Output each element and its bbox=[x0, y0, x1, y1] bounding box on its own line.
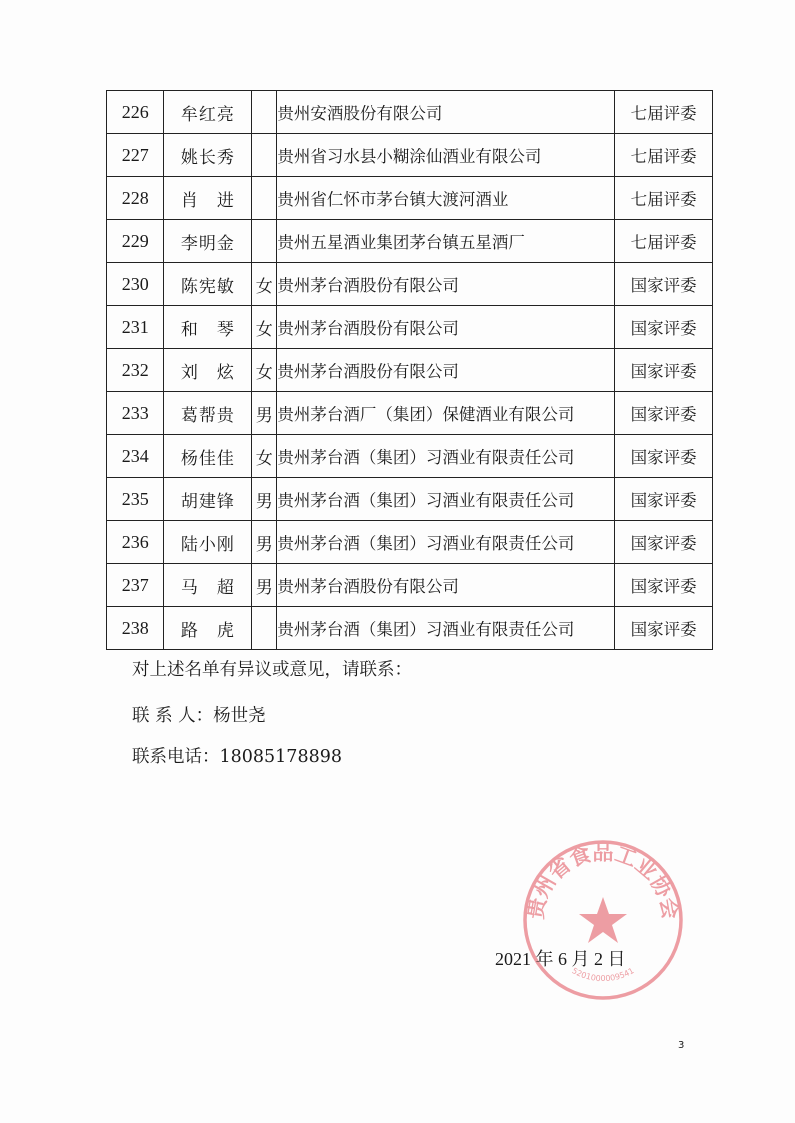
judge-title: 国家评委 bbox=[615, 306, 713, 349]
judge-title: 国家评委 bbox=[615, 607, 713, 650]
judge-title: 国家评委 bbox=[615, 263, 713, 306]
table-row bbox=[107, 91, 713, 134]
seal-text: 贵州省食品工业协会 bbox=[523, 840, 683, 921]
judge-gender bbox=[252, 607, 277, 650]
judge-gender: 女 bbox=[252, 349, 277, 392]
judge-title: 七届评委 bbox=[615, 134, 713, 177]
judge-name: 肖 进 bbox=[164, 177, 252, 220]
table-row bbox=[107, 478, 713, 521]
table-row bbox=[107, 564, 713, 607]
judge-gender bbox=[252, 220, 277, 263]
judge-title: 七届评委 bbox=[615, 177, 713, 220]
row-number: 226 bbox=[107, 91, 164, 134]
table-row bbox=[107, 220, 713, 263]
judge-gender: 男 bbox=[252, 564, 277, 607]
judges-table-body bbox=[107, 91, 713, 650]
judge-name: 杨佳佳 bbox=[164, 435, 252, 478]
row-number: 234 bbox=[107, 435, 164, 478]
judge-title: 七届评委 bbox=[615, 91, 713, 134]
judge-organization: 贵州茅台酒（集团）习酒业有限责任公司 bbox=[277, 521, 615, 564]
issue-date: 2021 年 6 月 2 日 bbox=[495, 949, 626, 969]
judge-gender: 女 bbox=[252, 263, 277, 306]
judge-name: 陆小刚 bbox=[164, 521, 252, 564]
judge-name: 马 超 bbox=[164, 564, 252, 607]
objection-notice: 对上述名单有异议或意见，请联系： bbox=[132, 660, 412, 680]
row-number: 237 bbox=[107, 564, 164, 607]
row-number: 227 bbox=[107, 134, 164, 177]
judge-organization: 贵州省习水县小糊涂仙酒业有限公司 bbox=[277, 134, 615, 177]
row-number: 238 bbox=[107, 607, 164, 650]
judge-organization: 贵州省仁怀市茅台镇大渡河酒业 bbox=[277, 177, 615, 220]
judge-title: 国家评委 bbox=[615, 435, 713, 478]
judge-organization: 贵州茅台酒股份有限公司 bbox=[277, 306, 615, 349]
judge-organization: 贵州茅台酒厂（集团）保健酒业有限公司 bbox=[277, 392, 615, 435]
judge-title: 七届评委 bbox=[615, 220, 713, 263]
table-row bbox=[107, 349, 713, 392]
table-row bbox=[107, 521, 713, 564]
table-row bbox=[107, 177, 713, 220]
judge-gender: 男 bbox=[252, 392, 277, 435]
judge-title: 国家评委 bbox=[615, 392, 713, 435]
seal-number: 5201000009541 bbox=[570, 966, 636, 984]
row-number: 235 bbox=[107, 478, 164, 521]
judge-title: 国家评委 bbox=[615, 521, 713, 564]
judge-organization: 贵州茅台酒（集团）习酒业有限责任公司 bbox=[277, 478, 615, 521]
judge-gender bbox=[252, 177, 277, 220]
row-number: 232 bbox=[107, 349, 164, 392]
judge-gender: 女 bbox=[252, 306, 277, 349]
table-row bbox=[107, 306, 713, 349]
judge-gender bbox=[252, 134, 277, 177]
judge-name: 姚长秀 bbox=[164, 134, 252, 177]
judge-name: 李明金 bbox=[164, 220, 252, 263]
judge-title: 国家评委 bbox=[615, 349, 713, 392]
row-number: 236 bbox=[107, 521, 164, 564]
table-row bbox=[107, 435, 713, 478]
row-number: 228 bbox=[107, 177, 164, 220]
judge-organization: 贵州五星酒业集团茅台镇五星酒厂 bbox=[277, 220, 615, 263]
seal-star-icon bbox=[579, 897, 627, 943]
contact-person: 联 系 人：杨世尧 bbox=[132, 706, 266, 726]
judge-gender bbox=[252, 91, 277, 134]
judge-name: 胡建锋 bbox=[164, 478, 252, 521]
table-row bbox=[107, 392, 713, 435]
judge-organization: 贵州茅台酒股份有限公司 bbox=[277, 564, 615, 607]
judge-name: 刘 炫 bbox=[164, 349, 252, 392]
row-number: 233 bbox=[107, 392, 164, 435]
judge-name: 路 虎 bbox=[164, 607, 252, 650]
table-row bbox=[107, 607, 713, 650]
judge-name: 和 琴 bbox=[164, 306, 252, 349]
page-number: 3 bbox=[678, 1040, 685, 1051]
judge-name: 陈宪敏 bbox=[164, 263, 252, 306]
judge-organization: 贵州安酒股份有限公司 bbox=[277, 91, 615, 134]
judge-gender: 女 bbox=[252, 435, 277, 478]
judge-organization: 贵州茅台酒股份有限公司 bbox=[277, 349, 615, 392]
association-seal bbox=[518, 835, 688, 1005]
judge-name: 牟红亮 bbox=[164, 91, 252, 134]
judge-gender: 男 bbox=[252, 521, 277, 564]
row-number: 230 bbox=[107, 263, 164, 306]
row-number: 229 bbox=[107, 220, 164, 263]
judge-title: 国家评委 bbox=[615, 564, 713, 607]
judges-table bbox=[106, 90, 713, 650]
contact-phone: 联系电话：18085178898 bbox=[132, 747, 342, 767]
judge-organization: 贵州茅台酒（集团）习酒业有限责任公司 bbox=[277, 435, 615, 478]
judge-organization: 贵州茅台酒（集团）习酒业有限责任公司 bbox=[277, 607, 615, 650]
table-row bbox=[107, 263, 713, 306]
judge-organization: 贵州茅台酒股份有限公司 bbox=[277, 263, 615, 306]
judge-gender: 男 bbox=[252, 478, 277, 521]
judge-name: 葛帮贵 bbox=[164, 392, 252, 435]
judge-title: 国家评委 bbox=[615, 478, 713, 521]
row-number: 231 bbox=[107, 306, 164, 349]
table-row bbox=[107, 134, 713, 177]
